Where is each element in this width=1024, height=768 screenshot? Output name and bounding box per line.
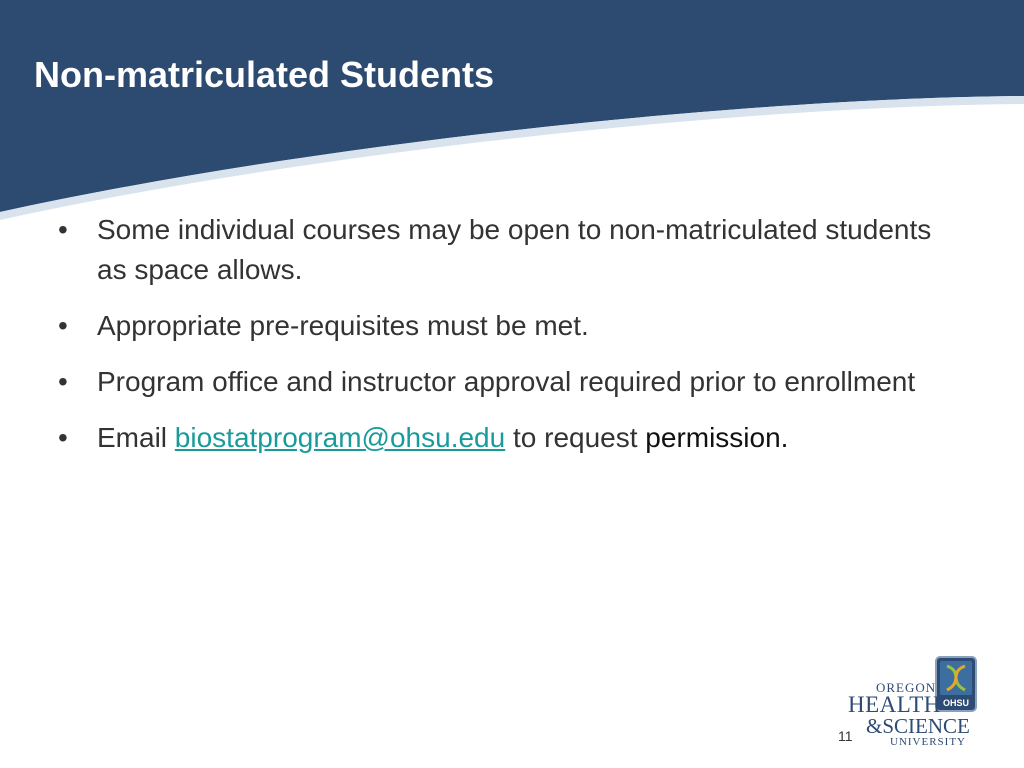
bullet-item [58,362,958,402]
logo-text-science: &SCIENCE [866,714,970,738]
bullet-marker: • [58,422,68,453]
logo-text-university: UNIVERSITY [890,736,966,748]
bullet-marker: • [58,310,68,341]
bullet-text [97,422,788,453]
bullet-item-email [58,418,958,458]
page-number: 11 [838,728,853,744]
slide-title: Non-matriculated Students [34,54,495,95]
bullet-text: Some individual courses may be open to non-matriculated students as space allows. [97,214,932,285]
email-prefix-text: Email [97,422,168,453]
bullet-marker: • [58,366,68,397]
logo-text-oregon: OREGON [876,680,937,695]
bullet-list [58,210,958,474]
logo-emblem-text: OHSU [942,698,970,708]
bullet-marker: • [58,214,68,245]
header-band [0,0,1024,230]
email-middle-text: to request [512,422,638,453]
logo-text-health: HEALTH [848,692,941,717]
ohsu-logo [842,654,982,750]
email-link[interactable]: biostatprogram@ohsu.edu [174,422,506,453]
email-suffix-text: permission. [645,422,789,453]
ohsu-shield-icon [935,656,977,712]
bullet-item [58,210,958,290]
bullet-item [58,306,958,346]
bullet-text: Appropriate pre-requisites must be met. [97,310,589,341]
bullet-text: Program office and instructor approval required prior to enrollment [97,366,916,397]
